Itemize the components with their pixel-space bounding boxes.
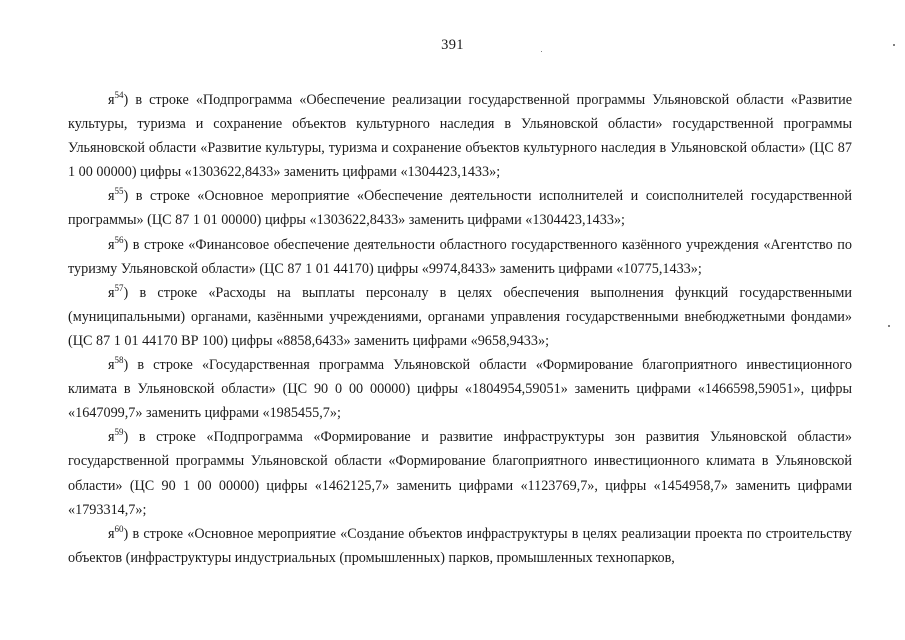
scan-speck xyxy=(893,44,895,46)
paragraph-text: ) в строке «Государственная программа Ульяновской области «Формирование благоприятного инвестиционного климата в Ульяновской области» (ЦС 90 0 00 00000) цифры «1804954,59051» заменить цифрами «1466598,59051», цифры «1647099,7» заменить цифрами «1985455,7»; xyxy=(68,357,852,422)
paragraph-60 xyxy=(68,522,852,570)
paragraph-text: ) в строке «Подпрограмма «Формирование и развитие инфраструктуры зон развития Ульяновской области» государственной программы Ульяновской области «Формирование благоприятного инвестиционного климата в Ульяновской области» (ЦС 90 1 00 00000) цифры «1462125,7» заменить цифрами «1123769,7», цифры «1454958,7» заменить цифрами «1793314,7»; xyxy=(68,429,852,518)
paragraph-text: ) в строке «Расходы на выплаты персоналу в целях обеспечения выполнения функций государственными (муниципальными) органами, казёнными учреждениями, органами управления государственными внебюджетными фондами» (ЦС 87 1 01 44170 ВР 100) цифры «8858,6433» заменить цифрами «9658,9433»; xyxy=(68,284,852,349)
paragraph-56 xyxy=(68,233,852,281)
paragraph-57 xyxy=(68,281,852,353)
item-number: 55 xyxy=(114,186,124,197)
item-letter: я xyxy=(108,284,115,301)
item-letter: я xyxy=(108,525,115,542)
item-letter: я xyxy=(108,236,115,253)
item-number: 58 xyxy=(114,355,124,366)
page-number: 391 xyxy=(441,37,464,53)
document-body xyxy=(68,88,852,570)
item-letter: я xyxy=(108,188,115,205)
item-letter: я xyxy=(108,429,115,446)
item-number: 57 xyxy=(114,282,124,293)
paragraph-58 xyxy=(68,353,852,425)
scan-speck xyxy=(888,325,890,327)
scan-speck xyxy=(541,51,542,52)
paragraph-54 xyxy=(68,88,852,184)
paragraph-59 xyxy=(68,425,852,521)
item-letter: я xyxy=(108,92,115,108)
item-number: 59 xyxy=(114,427,124,438)
item-number: 54 xyxy=(114,90,124,100)
paragraph-55 xyxy=(68,184,852,232)
paragraph-text: ) в строке «Подпрограмма «Обеспечение реализации государственной программы Ульяновской области «Развитие культуры, туризма и сохранение объектов культурного наследия в Ульяновской области» государственной программы Ульяновской области «Развитие культуры, туризма и сохранение объектов культурного наследия в Ульяновской области» (ЦС 87 1 00 00000) цифры «1303622,8433» заменить цифрами «1304423,1433»; xyxy=(68,92,852,181)
item-number: 56 xyxy=(114,234,124,245)
paragraph-text: ) в строке «Основное мероприятие «Обеспечение деятельности исполнителей и соисполнителей государственной программы» (ЦС 87 1 01 00000) цифры «1303622,8433» заменить цифрами «1304423,1433»; xyxy=(68,188,852,229)
item-number: 60 xyxy=(114,523,124,534)
paragraph-text: ) в строке «Финансовое обеспечение деятельности областного государственного казённого учреждения «Агентство по туризму Ульяновской области» (ЦС 87 1 01 44170) цифры «9974,8433» заменить цифрами «10775,1433»; xyxy=(68,236,852,277)
paragraph-text: ) в строке «Основное мероприятие «Создание объектов инфраструктуры в целях реализации проекта по строительству объектов (инфраструктуры индустриальных (промышленных) парков, промышленных технопарков, xyxy=(68,525,852,566)
item-letter: я xyxy=(108,357,115,374)
